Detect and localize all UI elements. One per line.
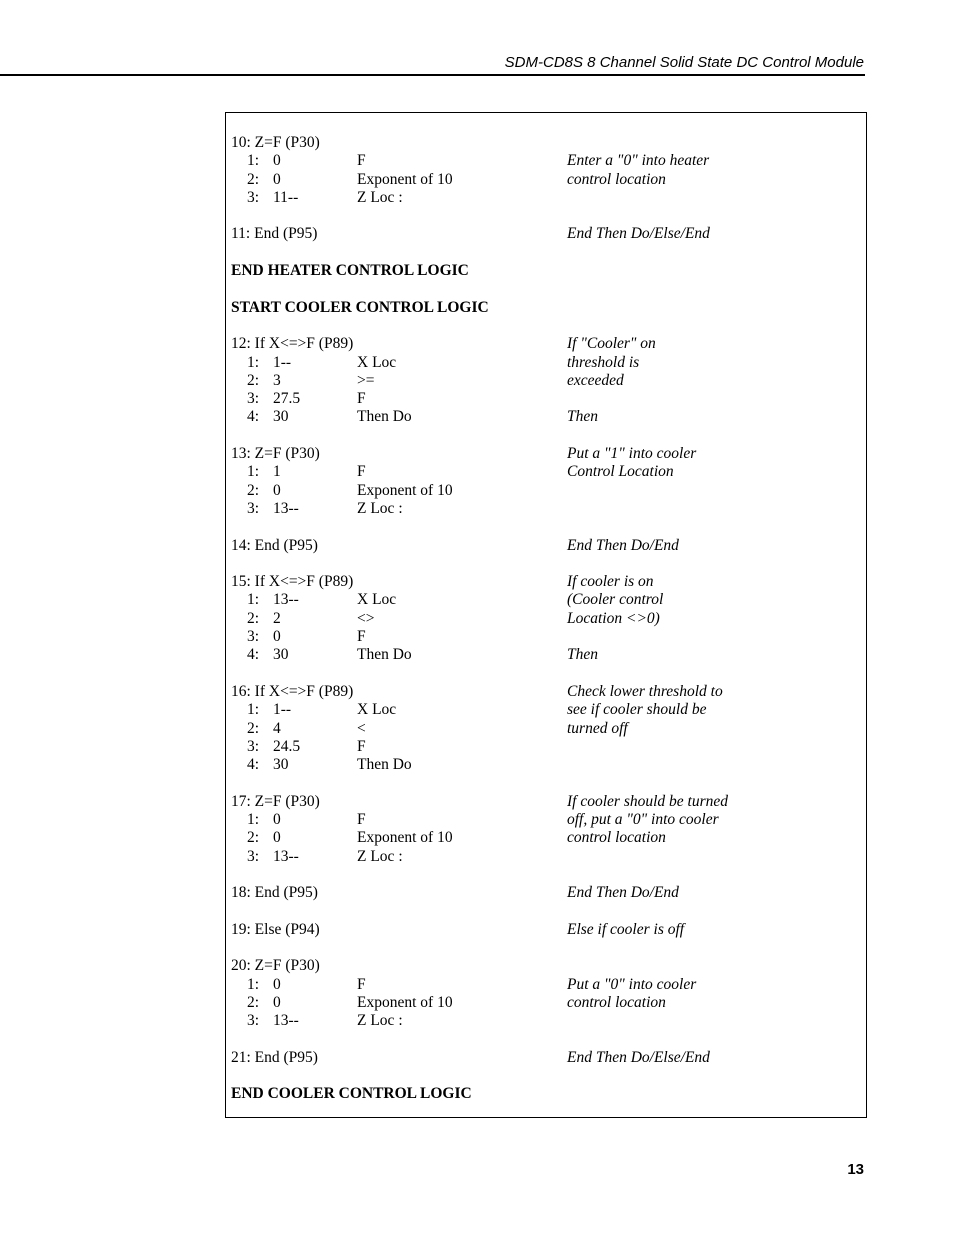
instruction-row: [231, 537, 861, 555]
instruction-title: 12: If X<=>F (P89): [231, 335, 354, 353]
parameter-row: [231, 811, 861, 829]
parameter-value: 13--: [273, 591, 299, 609]
parameter-number: 1:: [247, 701, 260, 719]
blank-line: [231, 902, 861, 920]
instruction-row: [231, 573, 861, 591]
parameter-value: 3: [273, 371, 281, 389]
parameter-row: [231, 976, 861, 994]
section-heading-row: [231, 299, 861, 317]
parameter-value: 13--: [273, 1012, 299, 1030]
instruction-row: [231, 793, 861, 811]
parameter-row: [231, 463, 861, 481]
blank-line: [231, 244, 861, 262]
parameter-number: 2:: [247, 609, 260, 627]
parameter-description: X Loc: [357, 701, 397, 719]
parameter-description: Then Do: [357, 408, 412, 426]
parameter-value: 0: [273, 829, 281, 847]
running-header-title: SDM-CD8S 8 Channel Solid State DC Control Module: [504, 54, 864, 71]
program-listing: [231, 134, 861, 1104]
instruction-row: [231, 921, 861, 939]
blank-line: [231, 1067, 861, 1085]
instruction-comment: End Then Do/End: [567, 884, 679, 902]
parameter-row: [231, 628, 861, 646]
parameter-comment: (Cooler control: [567, 591, 664, 609]
parameter-comment: Enter a "0" into heater: [567, 152, 710, 170]
parameter-description: Z Loc :: [357, 1012, 403, 1030]
parameter-comment: exceeded: [567, 371, 624, 389]
instruction-title: 20: Z=F (P30): [231, 957, 320, 975]
instruction-comment: Put a "1" into cooler: [567, 445, 697, 463]
parameter-description: Z Loc :: [357, 188, 403, 206]
instruction-title: 10: Z=F (P30): [231, 134, 320, 151]
instruction-comment: End Then Do/Else/End: [567, 1048, 710, 1066]
parameter-comment: Location <>0): [567, 609, 660, 627]
blank-line: [231, 774, 861, 792]
page-number: 13: [847, 1161, 864, 1178]
section-heading: END HEATER CONTROL LOGIC: [231, 262, 469, 280]
blank-line: [231, 317, 861, 335]
parameter-number: 1:: [247, 810, 260, 828]
parameter-description: F: [357, 390, 366, 408]
parameter-description: Z Loc :: [357, 499, 403, 517]
parameter-number: 3:: [247, 390, 260, 408]
parameter-number: 2:: [247, 719, 260, 737]
parameter-value: 30: [273, 408, 289, 426]
parameter-row: [231, 354, 861, 372]
parameter-number: 1:: [247, 353, 260, 371]
instruction-title: 21: End (P95): [231, 1048, 318, 1066]
parameter-description: Then Do: [357, 756, 412, 774]
instruction-title: 19: Else (P94): [231, 920, 320, 938]
instruction-title: 18: End (P95): [231, 884, 318, 902]
parameter-row: [231, 701, 861, 719]
parameter-description: Exponent of 10: [357, 829, 453, 847]
parameter-comment: turned off: [567, 719, 628, 737]
parameter-row: [231, 756, 861, 774]
parameter-number: 3:: [247, 1012, 260, 1030]
parameter-row: [231, 390, 861, 408]
parameter-value: 0: [273, 170, 281, 188]
parameter-comment: see if cooler should be: [567, 701, 707, 719]
parameter-comment: Put a "0" into cooler: [567, 975, 697, 993]
parameter-number: 1:: [247, 591, 260, 609]
instruction-comment: Check lower threshold to: [567, 682, 723, 700]
instruction-row: [231, 957, 861, 975]
parameter-number: 4:: [247, 408, 260, 426]
parameter-row: [231, 500, 861, 518]
parameter-number: 2:: [247, 829, 260, 847]
blank-line: [231, 665, 861, 683]
parameter-row: [231, 591, 861, 609]
parameter-value: 0: [273, 628, 281, 646]
parameter-value: 11--: [273, 188, 299, 206]
blank-line: [231, 939, 861, 957]
parameter-row: [231, 189, 861, 207]
instruction-comment: End Then Do/End: [567, 536, 679, 554]
instruction-row: [231, 445, 861, 463]
parameter-description: <: [357, 719, 366, 737]
parameter-row: [231, 720, 861, 738]
parameter-value: 13--: [273, 847, 299, 865]
instruction-row: [231, 335, 861, 353]
parameter-value: 30: [273, 756, 289, 774]
blank-line: [231, 866, 861, 884]
parameter-number: 3:: [247, 737, 260, 755]
instruction-title: 14: End (P95): [231, 536, 318, 554]
parameter-value: 13--: [273, 499, 299, 517]
parameter-description: >=: [357, 371, 375, 389]
parameter-number: 4:: [247, 756, 260, 774]
instruction-row: [231, 225, 861, 243]
blank-line: [231, 555, 861, 573]
instruction-title: 17: Z=F (P30): [231, 792, 320, 810]
instruction-title: 13: Z=F (P30): [231, 445, 320, 463]
parameter-value: 30: [273, 646, 289, 664]
parameter-number: 2:: [247, 993, 260, 1011]
parameter-value: 0: [273, 152, 281, 170]
parameter-value: 4: [273, 719, 281, 737]
instruction-title: 16: If X<=>F (P89): [231, 682, 354, 700]
parameter-comment: control location: [567, 170, 666, 188]
parameter-description: F: [357, 810, 366, 828]
parameter-comment: off, put a "0" into cooler: [567, 810, 719, 828]
parameter-row: [231, 152, 861, 170]
instruction-comment: End Then Do/Else/End: [567, 225, 710, 243]
section-heading-row: [231, 262, 861, 280]
instruction-row: [231, 683, 861, 701]
blank-line: [231, 518, 861, 536]
blank-line: [231, 207, 861, 225]
parameter-row: [231, 408, 861, 426]
parameter-value: 0: [273, 975, 281, 993]
program-listing-box: [225, 112, 867, 1118]
parameter-value: 1--: [273, 353, 292, 371]
instruction-comment: If "Cooler" on: [567, 335, 656, 353]
parameter-value: 1: [273, 463, 281, 481]
blank-line: [231, 427, 861, 445]
parameter-description: <>: [357, 609, 375, 627]
section-heading: START COOLER CONTROL LOGIC: [231, 298, 489, 316]
parameter-number: 4:: [247, 646, 260, 664]
instruction-comment: Else if cooler is off: [567, 920, 685, 938]
header-rule: [0, 74, 865, 76]
parameter-number: 1:: [247, 463, 260, 481]
parameter-description: F: [357, 628, 366, 646]
parameter-comment: Then: [567, 646, 598, 664]
parameter-comment: control location: [567, 993, 666, 1011]
parameter-row: [231, 610, 861, 628]
parameter-value: 0: [273, 993, 281, 1011]
instruction-row: [231, 134, 861, 152]
parameter-value: 24.5: [273, 737, 301, 755]
instruction-comment: If cooler is on: [567, 573, 654, 591]
parameter-description: F: [357, 152, 366, 170]
parameter-description: F: [357, 463, 366, 481]
instruction-row: [231, 1049, 861, 1067]
parameter-number: 2:: [247, 170, 260, 188]
parameter-number: 3:: [247, 847, 260, 865]
parameter-number: 1:: [247, 152, 260, 170]
parameter-row: [231, 829, 861, 847]
parameter-row: [231, 1012, 861, 1030]
parameter-comment: threshold is: [567, 353, 640, 371]
parameter-description: Then Do: [357, 646, 412, 664]
blank-line: [231, 280, 861, 298]
parameter-value: 2: [273, 609, 281, 627]
parameter-row: [231, 372, 861, 390]
parameter-row: [231, 482, 861, 500]
section-heading-row: [231, 1085, 861, 1103]
parameter-number: 3:: [247, 188, 260, 206]
parameter-description: X Loc: [357, 353, 397, 371]
parameter-number: 3:: [247, 499, 260, 517]
parameter-row: [231, 848, 861, 866]
parameter-description: Z Loc :: [357, 847, 403, 865]
parameter-description: F: [357, 737, 366, 755]
instruction-title: 15: If X<=>F (P89): [231, 573, 354, 591]
parameter-comment: Control Location: [567, 463, 674, 481]
blank-line: [231, 1031, 861, 1049]
instruction-title: 11: End (P95): [231, 225, 318, 243]
parameter-row: [231, 646, 861, 664]
parameter-value: 0: [273, 481, 281, 499]
parameter-row: [231, 171, 861, 189]
parameter-number: 1:: [247, 975, 260, 993]
parameter-number: 3:: [247, 628, 260, 646]
parameter-row: [231, 994, 861, 1012]
instruction-row: [231, 884, 861, 902]
parameter-number: 2:: [247, 481, 260, 499]
parameter-value: 1--: [273, 701, 292, 719]
parameter-description: Exponent of 10: [357, 993, 453, 1011]
parameter-description: Exponent of 10: [357, 481, 453, 499]
parameter-value: 0: [273, 810, 281, 828]
parameter-comment: Then: [567, 408, 598, 426]
parameter-value: 27.5: [273, 390, 301, 408]
section-heading: END COOLER CONTROL LOGIC: [231, 1085, 472, 1103]
parameter-row: [231, 738, 861, 756]
parameter-description: Exponent of 10: [357, 170, 453, 188]
parameter-comment: control location: [567, 829, 666, 847]
instruction-comment: If cooler should be turned: [567, 792, 729, 810]
parameter-description: X Loc: [357, 591, 397, 609]
parameter-description: F: [357, 975, 366, 993]
parameter-number: 2:: [247, 371, 260, 389]
